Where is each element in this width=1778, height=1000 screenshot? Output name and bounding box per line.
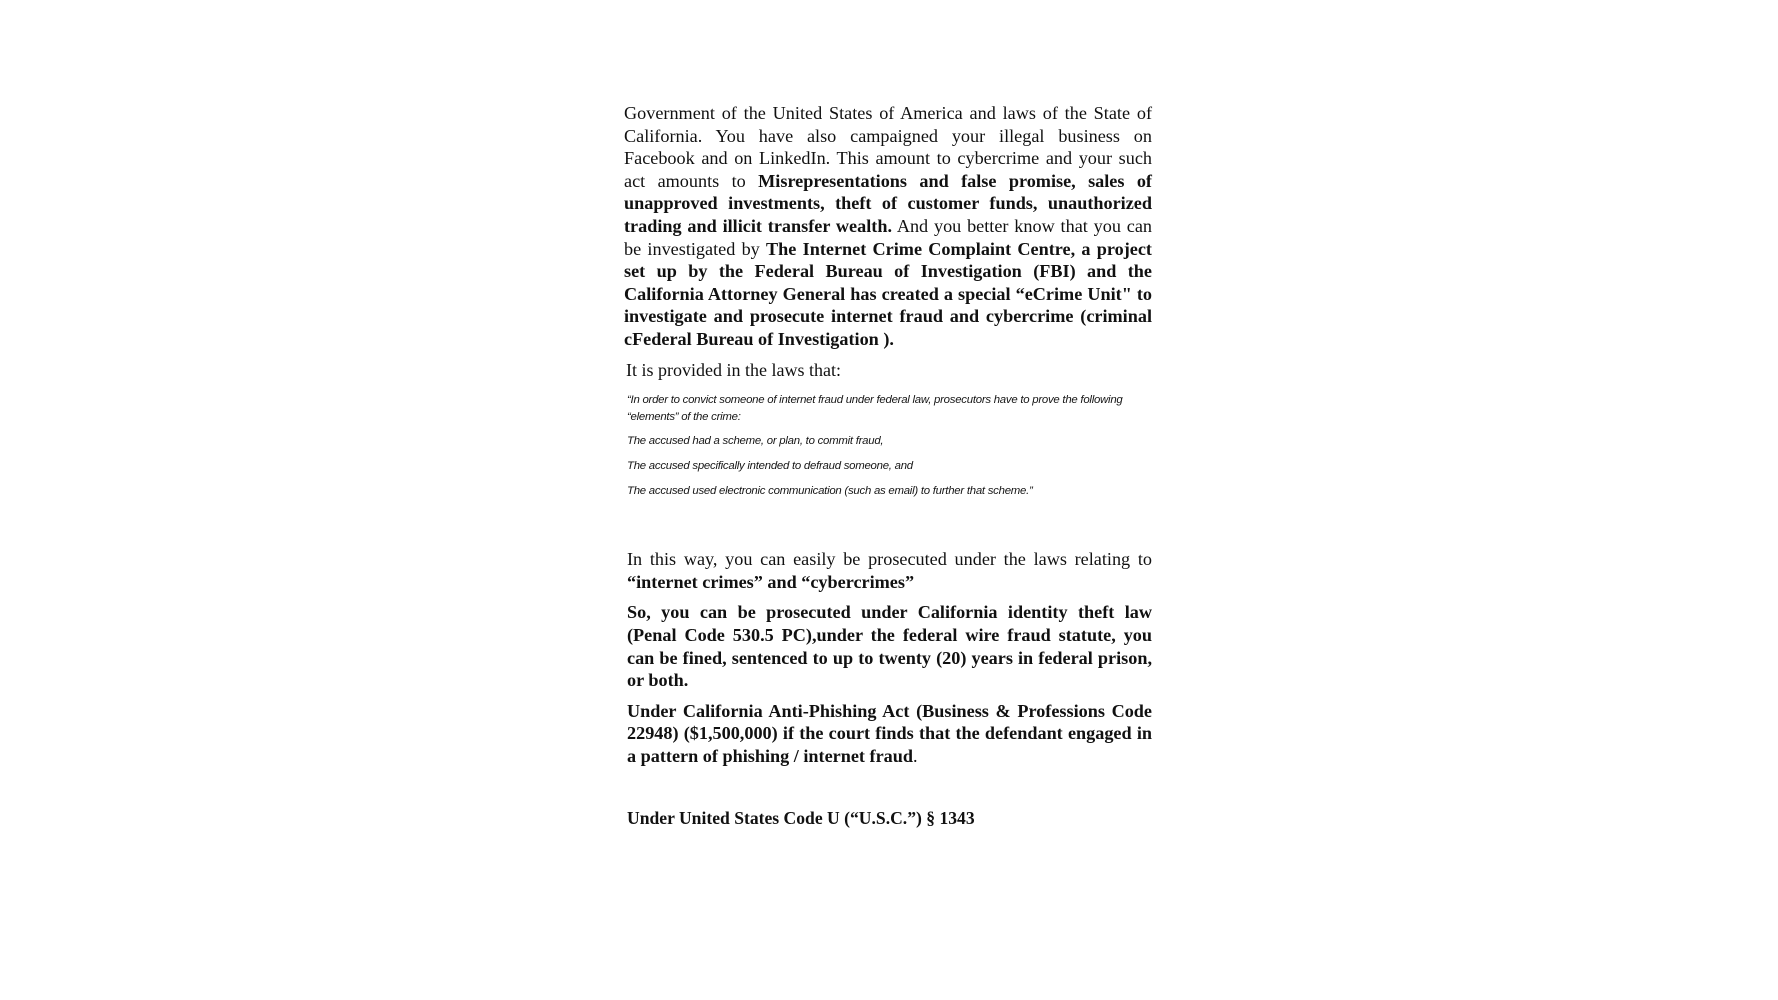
usc-heading: Under United States Code U (“U.S.C.”) § 1343 <box>627 808 975 829</box>
paragraph-anti-phishing-act <box>627 700 1152 768</box>
quote-line: The accused had a scheme, or plan, to commit fraud, <box>627 435 884 448</box>
paragraph-text: . <box>912 745 918 766</box>
paragraph-text: And you better know that you can be investigated by <box>624 215 1152 259</box>
laws-intro: It is provided in the laws that: <box>626 359 841 380</box>
paragraph-cybercrime-investigation <box>624 102 1152 351</box>
paragraph-bold-text: Misrepresentations and false promise, sales of unapproved investments, theft of customer funds, unauthorized trading and illicit transfer wealth. <box>624 170 1152 236</box>
spacer <box>624 508 1152 548</box>
paragraph-bold-text: So, you can be prosecuted under California identity theft law (Penal Code 530.5 PC),under the federal wire fraud statute, you can be fined, sentenced to up to twenty (20) years in federal prison, or both. <box>627 602 1152 691</box>
paragraph-identity-theft-law <box>627 601 1152 691</box>
paragraph-bold-text: Under California Anti-Phishing Act (Business & Professions Code 22948) ($1,500,000) if the court finds that the defendant engaged in a pattern of phishing / internet fraud <box>627 700 1152 766</box>
letter-page <box>624 102 1152 829</box>
quote-line: The accused specifically intended to defraud someone, and <box>627 460 913 473</box>
paragraph-bold-text: “internet crimes” and “cybercrimes” <box>627 571 915 592</box>
quote-line: “In order to convict someone of internet fraud under federal law, prosecutors have to prove the following “elements” of the crime: <box>627 394 1123 424</box>
paragraph-prosecution-laws <box>627 548 1152 593</box>
quote-line: The accused used electronic communication (such as email) to further that scheme.” <box>627 485 1033 498</box>
paragraph-text: Government of the United States of America and laws of the State of California. You have also campaigned your illegal business on Facebook and on LinkedIn. This amount to cybercrime and your such act amounts to <box>624 103 1152 191</box>
paragraph-text: In this way, you can easily be prosecuted under the laws relating to <box>627 549 1152 570</box>
paragraph-bold-text: The Internet Crime Complaint Centre, a project set up by the Federal Bureau of Investigation (FBI) and the California Attorney General has created a special “eCrime Unit" to investigate and prosecute internet fraud and cybercrime (criminal cFederal Bureau of Investigation ). <box>624 238 1152 349</box>
